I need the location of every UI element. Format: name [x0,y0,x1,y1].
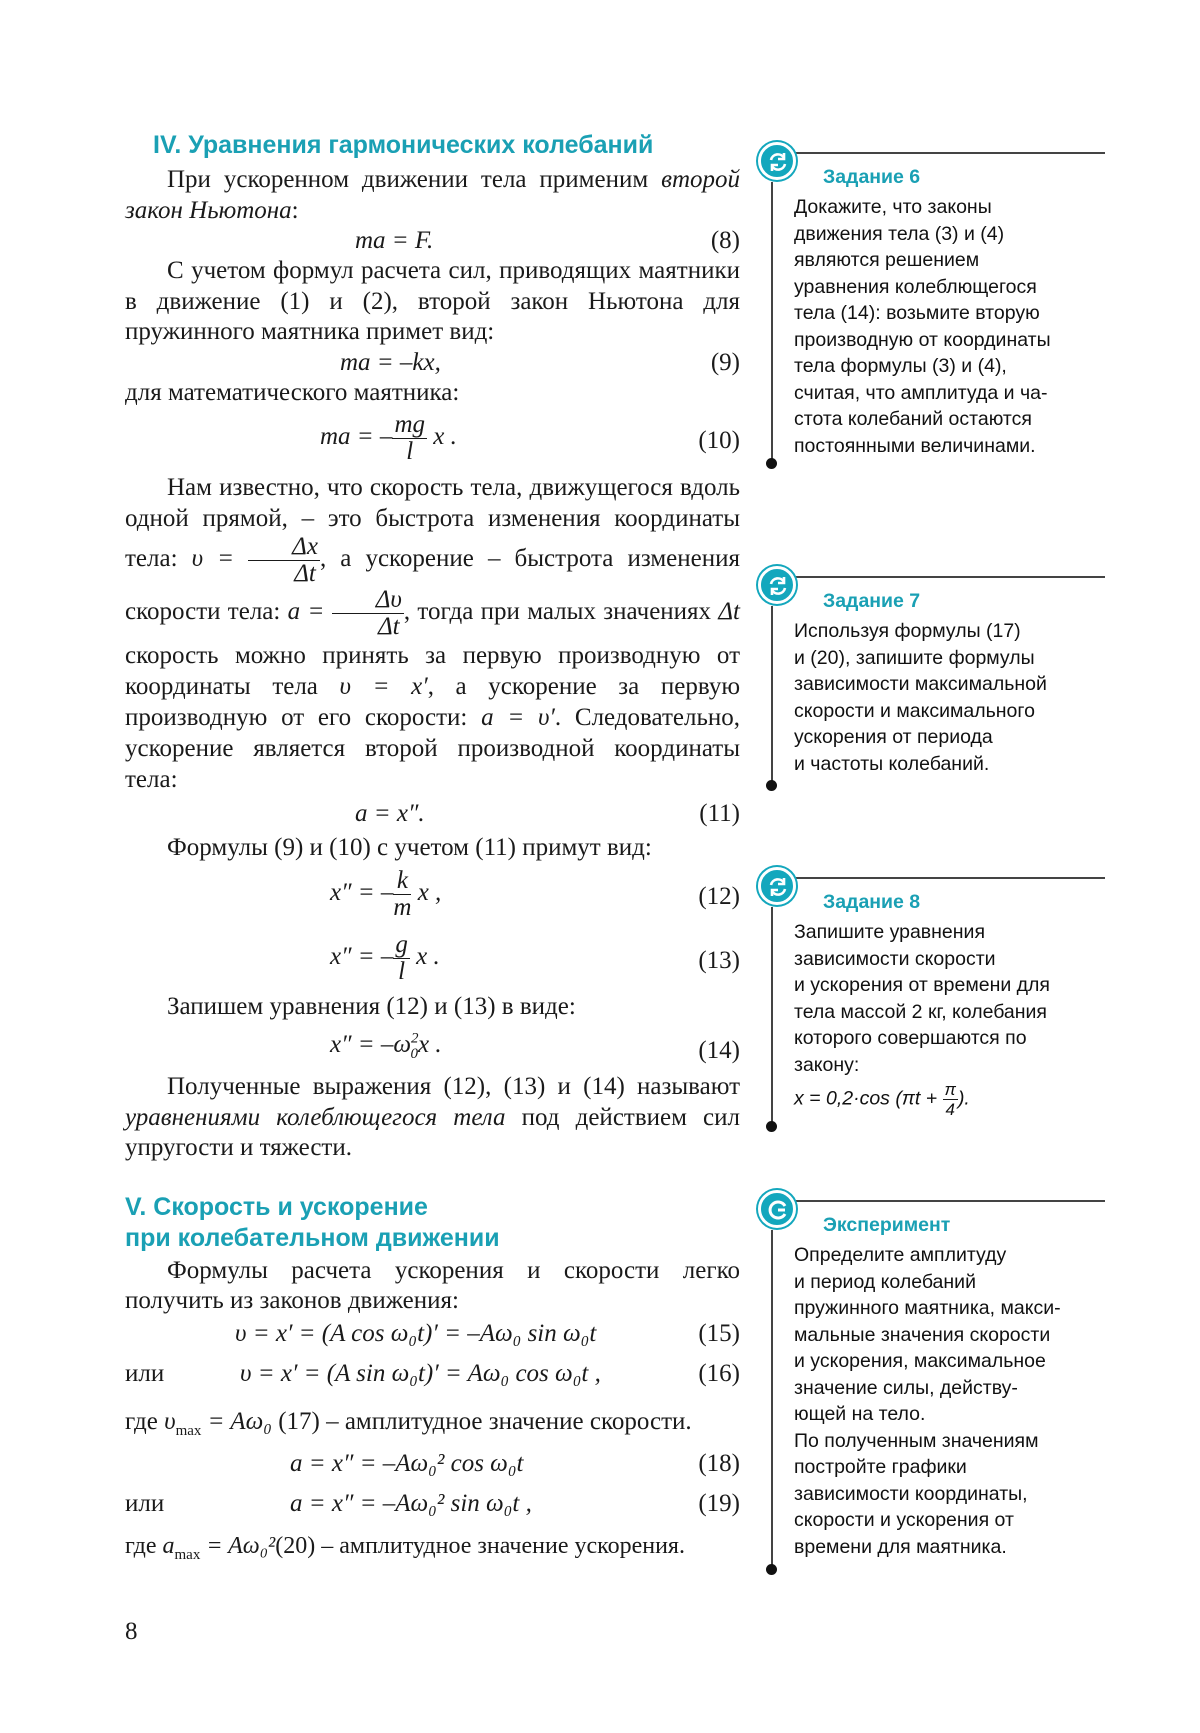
equation-19: или a = x″ = –Aω₀² sin ω₀t , (19) [125,1489,740,1531]
refresh-icon [758,867,796,905]
equation-16: или υ = x′ = (A sin ω₀t)′ = Aω₀ cos ω₀t , (16) [125,1359,740,1407]
divider [785,152,1105,154]
bullet-dot [766,1121,777,1132]
bullet-dot [766,458,777,469]
equation-number: (16) [698,1359,740,1387]
equation-15: υ = x′ = (A cos ω₀t)′ = –Aω₀ sin ω₀t (15) [125,1319,740,1359]
equation-number: (12) [698,882,740,910]
divider [785,1200,1105,1202]
equation-number: (13) [698,946,740,974]
paragraph: Запишем уравнения (12) и (13) в виде: [167,992,576,1020]
divider [785,576,1105,578]
section-5-title: V. Скорость и ускорение при колебательном движении [125,1192,500,1252]
paragraph: где $\upsilon_{max} = A\omega_0$ (17) – амплитудное значение скорости. [125,1407,692,1439]
task-box-7 [765,576,1105,796]
equation-number: (18) [698,1449,740,1477]
divider [771,606,773,784]
task-box-6 [765,152,1105,472]
task-text: Используя формулы (17) и (20), запишите формулы зависимости максимальной скорости и максимального ускорения от периода и частоты колебаний. [794,620,1047,775]
equation-number: (10) [698,427,740,454]
equation-12: x″ = – $\frac{k}{m}$ x , (12) [330,866,740,921]
experiment-box [765,1200,1105,1580]
main-column [125,130,740,1561]
experiment-title: Эксперимент [823,1214,951,1236]
equation-8: ma = F. (8) [125,226,740,256]
page-number: 8 [125,1618,138,1645]
divider [785,877,1105,879]
paragraph: Полученные выражения (12), (13) и (14) называют уравнениями колеблющегося тела под действием сил упругости и тяжести. [125,1073,740,1161]
equation-14: $x'' = -\omega^2_0x$ . (14) [125,1022,740,1072]
equation-number: (15) [698,1319,740,1347]
paragraph: для математического маятника: [125,378,460,406]
divider [771,1230,773,1568]
paragraph: Формулы расчета ускорения и скорости легко получить из законов движения: [125,1256,740,1314]
task-formula: x = 0,2·cos (πt + $\frac{\pi}{4}$ ). [794,1080,970,1119]
refresh-icon [758,566,796,604]
bullet-dot [766,780,777,791]
paragraph: С учетом формул расчета сил, приводящих маятники в движение (1) и (2), второй закон Ньютона для пружинного маятника примет вид: [125,257,740,345]
bullet-dot [766,1564,777,1575]
refresh-icon [758,142,796,180]
task-title: Задание 7 [823,590,921,612]
experiment-icon [758,1190,796,1228]
equation-9: ma = –kx, (9) [125,348,740,378]
task-text: Докажите, что законы движения тела (3) и (4) являются решением уравнения колеблющегося тела (14): возьмите вторую производную от координаты тела формулы (3) и (4), считая, что амплитуда и ча- стота колебаний остаются постоянными величинами. [794,196,1051,457]
task-title: Задание 6 [823,166,921,188]
task-text: Запишите уравнения зависимости скорости и ускорения от времени для тела массой 2 кг, колебания которого совершаются по закону: x = 0,2·cos (πt + $\frac{\pi}{4}$ ). [794,919,1094,1119]
paragraph: Нам известно, что скорость тела, движущегося вдоль одной прямой, – это быстрота изменения координаты тела: υ = $\frac{\Delta x}{\Delta t}$ , а ускорение – быстрота изменения скорости тела: a = $\frac{\Delta\upsilon}{\Delta t}$ , тогда при малых значениях Δt скорость можно принять за первую производную от координаты тела υ = x′, а ускорение за первую производную от его скорости: a = υ′. Следовательно, ускорение является второй производной координаты тела: [125,474,740,793]
equation-number: (19) [698,1489,740,1517]
equation-number: (8) [710,227,740,254]
section-4-title: IV. Уравнения гармонических колебаний [153,131,654,159]
equation-13: x″ = – $\frac{g}{l}$ x . (13) [330,930,740,985]
paragraph: где $a_{max} = A\omega_0^2(20)$ – амплитудное значение ускорения. [125,1532,685,1563]
task-title: Задание 8 [823,891,921,913]
task-box-8 [765,877,1105,1137]
paragraph: Формулы (9) и (10) с учетом (11) примут вид: [167,834,652,861]
divider [771,182,773,462]
equation-number: (9) [710,348,740,376]
divider [771,907,773,1125]
equation-10: ma = – $\frac{mg}{l}$ x . (10) [320,411,740,465]
equation-number: (11) [699,800,740,827]
equation-number: (14) [698,1037,740,1064]
equation-11: a = x″. (11) [125,799,740,829]
equation-18: a = x″ = –Aω₀² cos ω₀t (18) [125,1449,740,1489]
experiment-text: Определите амплитуду и период колебаний пружинного маятника, макси- мальные значения скорости и ускорения, максимальное значение силы, действу- ющей на тело. По полученным значениям постройте графики зависимости координаты, скорости и ускорения от времени для маятника. [794,1244,1061,1558]
paragraph: При ускоренном движении тела применим второй закон Ньютона: [125,166,740,224]
